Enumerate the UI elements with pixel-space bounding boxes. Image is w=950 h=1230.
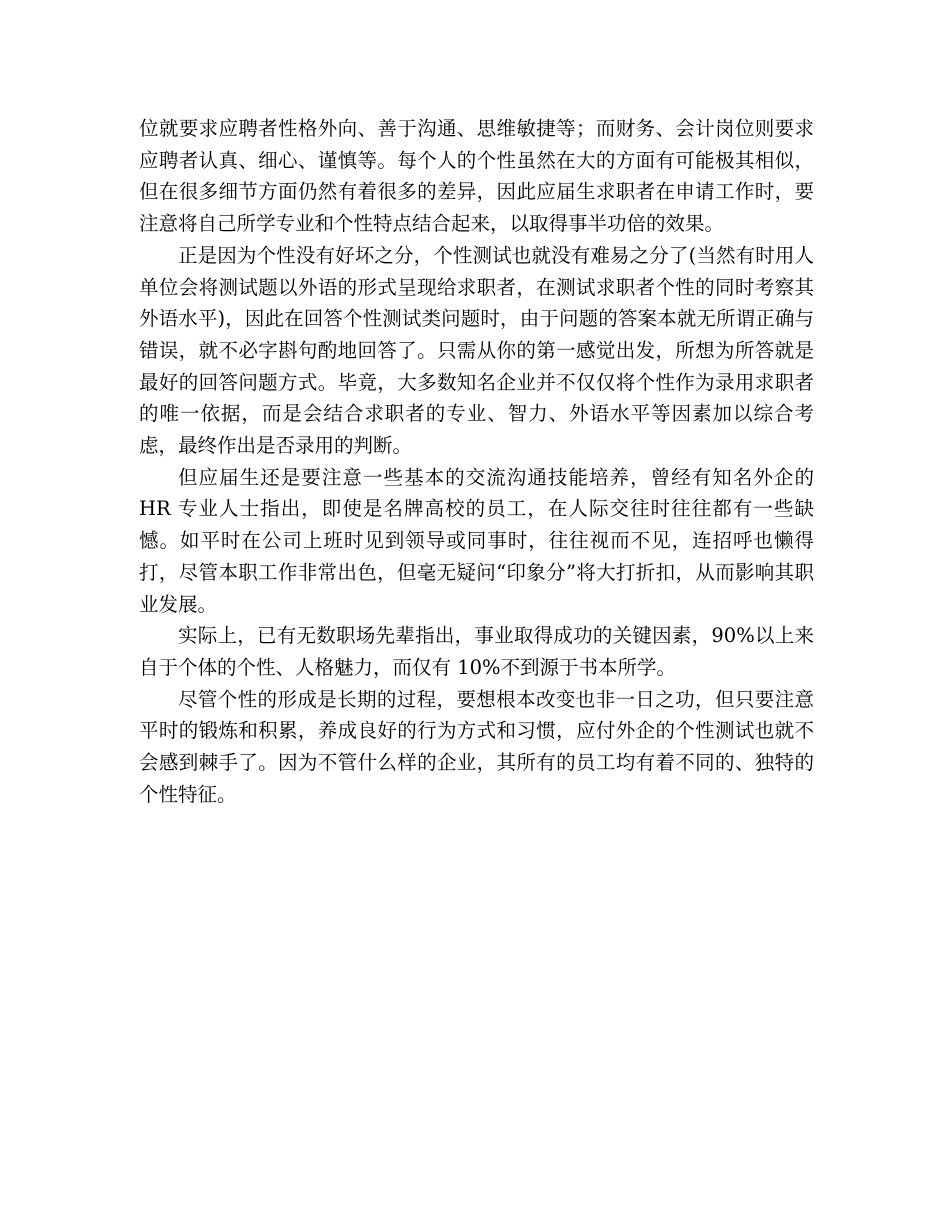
document-body — [139, 113, 814, 810]
paragraph-1: 位就要求应聘者性格外向、善于沟通、思维敏捷等；而财务、会计岗位则要求应聘者认真、细心、谨慎等。每个人的个性虽然在大的方面有可能极其相似，但在很多细节方面仍然有着很多的差异，因此应届生求职者在申请工作时，要注意将自己所学专业和个性特点结合起来，以取得事半功倍的效果。 — [139, 117, 814, 236]
paragraph-5: 尽管个性的形成是长期的过程，要想根本改变也非一日之功，但只要注意平时的锻炼和积累，养成良好的行为方式和习惯，应付外企的个性测试也就不会感到棘手了。因为不管什么样的企业，其所有的员工均有着不同的、独特的个性特征。 — [139, 687, 814, 806]
paragraph-3: 但应届生还是要注意一些基本的交流沟通技能培养，曾经有知名外企的 HR 专业人士指出，即使是名牌高校的员工，在人际交往时往往都有一些缺憾。如平时在公司上班时见到领导或同事时，往往视而不见，连招呼也懒得打，尽管本职工作非常出色，但毫无疑问“印象分”将大打折扣，从而影响其职业发展。 — [139, 465, 814, 616]
paragraph-4: 实际上，已有无数职场先辈指出，事业取得成功的关键因素，90%以上来自于个体的个性、人格魅力，而仅有 10%不到源于书本所学。 — [139, 624, 814, 679]
paragraph-2: 正是因为个性没有好坏之分，个性测试也就没有难易之分了(当然有时用人单位会将测试题以外语的形式呈现给求职者，在测试求职者个性的同时考察其外语水平)，因此在回答个性测试类问题时，由于问题的答案本就无所谓正确与错误，就不必字斟句酌地回答了。只需从你的第一感觉出发，所想为所答就是最好的回答问题方式。毕竟，大多数知名企业并不仅仅将个性作为录用求职者的唯一依据，而是会结合求职者的专业、智力、外语水平等因素加以综合考虑，最终作出是否录用的判断。 — [139, 243, 814, 458]
